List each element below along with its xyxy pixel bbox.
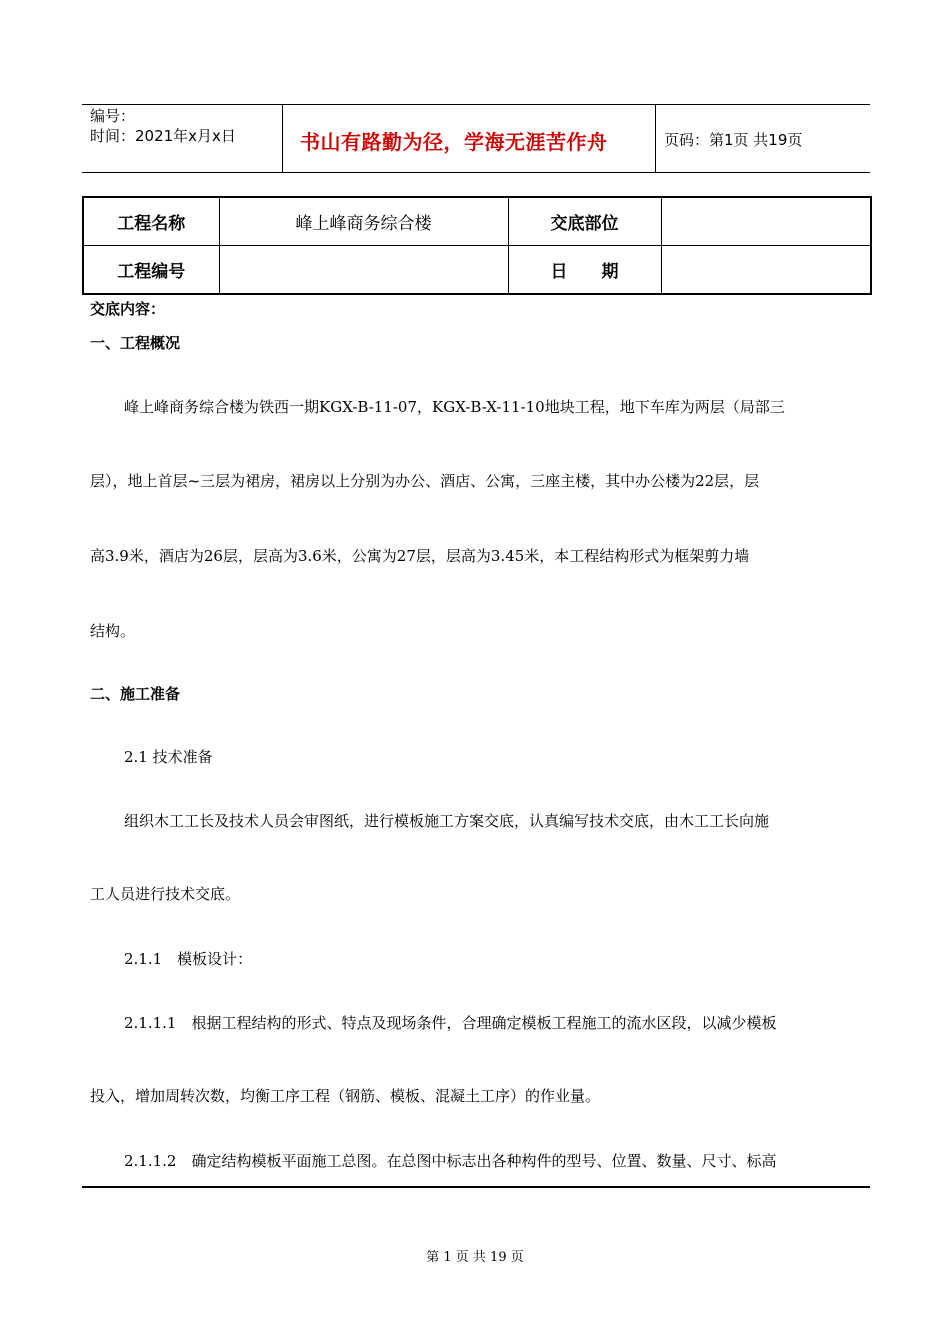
project-info-table bbox=[82, 196, 872, 295]
header-bottom-rule bbox=[82, 172, 870, 173]
paragraph-line: 2.1.1.1 根据工程结构的形式、特点及现场条件，合理确定模板工程施工的流水区段，以减少模板 bbox=[124, 1014, 777, 1032]
paragraph-line: 峰上峰商务综合楼为铁西一期KGX-B-11-07，KGX-B-X-11-10地块工程，地下车库为两层（局部三 bbox=[124, 398, 785, 416]
paragraph-line: 结构。 bbox=[90, 622, 136, 640]
paragraph-line: 层），地上首层~三层为裙房，裙房以上分别为办公、酒店、公寓，三座主楼，其中办公楼为22层，层 bbox=[90, 472, 760, 490]
section-2-title: 二、施工准备 bbox=[90, 685, 181, 703]
time-label: 时间：2021年x月x日 bbox=[90, 127, 236, 145]
section-1-title: 一、工程概况 bbox=[90, 334, 181, 352]
table-row bbox=[83, 246, 871, 295]
disclosure-heading: 交底内容： bbox=[90, 300, 166, 318]
header-divider-right bbox=[655, 104, 656, 172]
serial-label: 编号： bbox=[90, 107, 136, 125]
table-row bbox=[83, 197, 871, 246]
page-number-footer: 第 1 页 共 19 页 bbox=[426, 1250, 524, 1265]
date-label: 日 期 bbox=[508, 246, 661, 295]
disclosure-part-value bbox=[661, 197, 871, 246]
project-no-value bbox=[219, 246, 508, 295]
project-name-label: 工程名称 bbox=[83, 197, 219, 246]
paragraph-line: 工人员进行技术交底。 bbox=[90, 885, 241, 903]
date-value bbox=[661, 246, 871, 295]
paragraph-line: 2.1.1.2 确定结构模板平面施工总图。在总图中标志出各种构件的型号、位置、数量、尺寸、标高 bbox=[124, 1152, 777, 1170]
project-name-value: 峰上峰商务综合楼 bbox=[219, 197, 508, 246]
subsection-2-1-1: 2.1.1 模板设计： bbox=[124, 950, 253, 968]
project-no-label: 工程编号 bbox=[83, 246, 219, 295]
page-label: 页码：第1页 共19页 bbox=[664, 131, 803, 149]
paragraph-line: 高3.9米，酒店为26层，层高为3.6米，公寓为27层，层高为3.45米，本工程结构形式为框架剪力墙 bbox=[90, 547, 750, 565]
motto-text: 书山有路勤为径，学海无涯苦作舟 bbox=[300, 130, 608, 154]
header-top-rule bbox=[82, 104, 870, 105]
disclosure-part-label: 交底部位 bbox=[508, 197, 661, 246]
paragraph-line: 组织木工工长及技术人员会审图纸，进行模板施工方案交底，认真编写技术交底，由木工工长向施 bbox=[124, 812, 770, 830]
footer-rule bbox=[82, 1186, 870, 1188]
paragraph-line: 投入，增加周转次数，均衡工序工程（钢筋、模板、混凝土工序）的作业量。 bbox=[90, 1087, 601, 1105]
header-divider-left bbox=[282, 104, 283, 172]
subsection-2-1: 2.1 技术准备 bbox=[124, 748, 213, 766]
